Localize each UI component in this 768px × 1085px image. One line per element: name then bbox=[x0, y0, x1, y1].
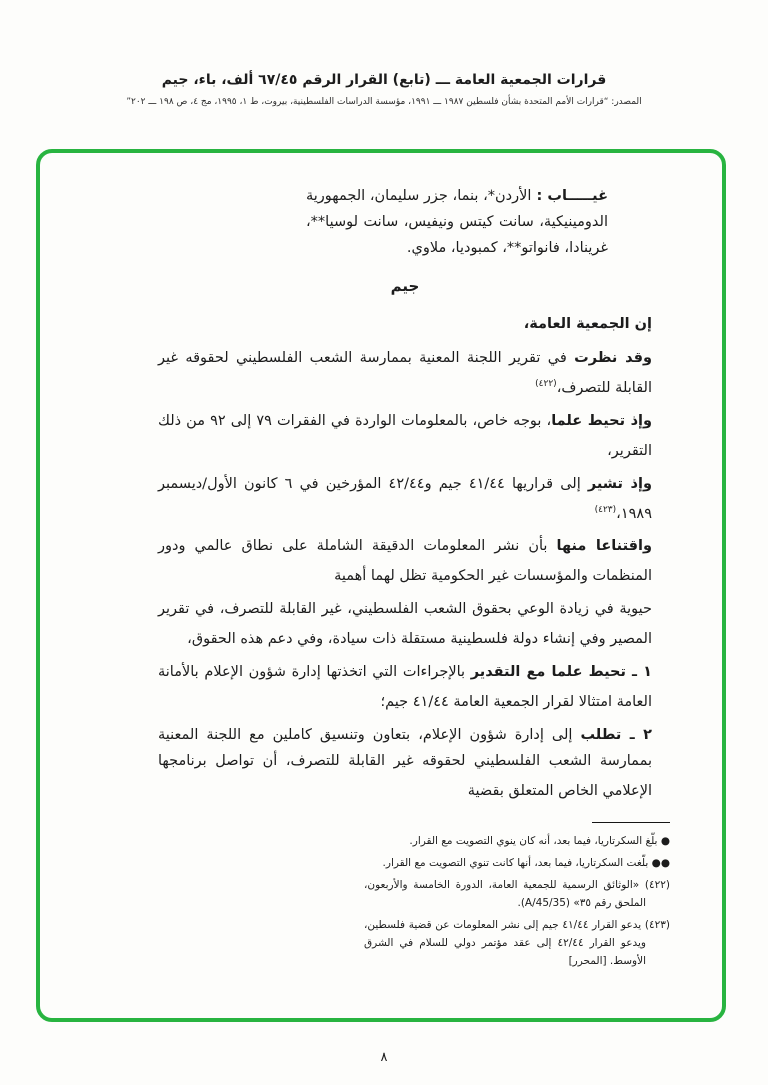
absence-label: غيـــــاب : bbox=[531, 188, 608, 204]
preamble-opening: إن الجمعية العامة، bbox=[523, 316, 652, 332]
paragraph-text: ، بوجه خاص، بالمعلومات الواردة في الفقرات ٧٩ إلى ٩٢ من ذلك التقرير، bbox=[158, 412, 652, 459]
absence-paragraph bbox=[306, 183, 608, 261]
paragraph-3 bbox=[158, 471, 652, 527]
paragraph-text: بالإجراءات التي اتخذتها إدارة شؤون الإعلام بالأمانة العامة امتثالا لقرار الجمعية العامة ٤١/٤٤ جيم؛ bbox=[158, 664, 652, 710]
resolution-body bbox=[40, 153, 722, 811]
paragraph-lead: وقد نظرت bbox=[574, 350, 652, 366]
footnote-text: بلّغت السكرتاريا، فيما بعد، أنها كانت تنوي التصويت مع القرار. bbox=[382, 857, 649, 869]
footnote-2 bbox=[364, 854, 670, 872]
document-header bbox=[0, 72, 768, 107]
footnote-marker: (٤٢٣) bbox=[644, 919, 671, 931]
section-heading: جيم bbox=[390, 277, 420, 295]
document-title: قرارات الجمعية العامة ـــ (تابع) القرار الرقم ٦٧/٤٥ ألف، باء، جيم bbox=[161, 72, 607, 88]
paragraph-text: حيوية في زيادة الوعي بحقوق الشعب الفلسطيني، غير القابلة للتصرف، في تقرير المصير وفي إنشاء دولة فلسطينية مستقلة ذات سيادة، وفي دعم هذه الحقوق، bbox=[158, 601, 652, 648]
paragraph-lead: ٢ ـ تطلب bbox=[580, 726, 652, 743]
paragraph-text: في تقرير اللجنة المعنية بممارسة الشعب الفلسطيني لحقوقه غير القابلة للتصرف، bbox=[158, 350, 652, 396]
footnote-marker: ● bbox=[660, 835, 670, 847]
paragraph-text: بأن نشر المعلومات الدقيقة الشاملة على نطاق عالمي ودور المنظمات والمؤسسات غير الحكومية تظل لهما أهمية bbox=[158, 538, 652, 585]
paragraph-2 bbox=[158, 408, 652, 464]
footnote-marker: ●● bbox=[651, 857, 670, 869]
paragraph-4 bbox=[158, 533, 652, 589]
footnote-text: يدعو القرار ٤١/٤٤ جيم إلى نشر المعلومات عن قضية فلسطين، ويدعو القرار ٤٢/٤٤ إلى عقد مؤتمر دولي للسلام في الشرق الأوسط. [المحرر] bbox=[364, 919, 646, 967]
paragraph-lead: واقتناعا منها bbox=[556, 538, 652, 555]
paragraph-lead: وإذ تحيط علما bbox=[551, 412, 652, 429]
paragraph-6 bbox=[158, 659, 652, 715]
paragraph-7 bbox=[158, 722, 652, 804]
footnote-marker: (٤٢٢) bbox=[644, 879, 670, 891]
footnote-text: بلّغ السكرتاريا، فيما بعد، أنه كان ينوي التصويت مع القرار. bbox=[409, 835, 658, 847]
footnote-text: «الوثائق الرسمية للجمعية العامة، الدورة الخامسة والأربعون، الملحق رقم ٣٥» (A/45/35). bbox=[364, 879, 646, 909]
footnote-ref: (٤٢٢) bbox=[535, 379, 557, 389]
footnote-4 bbox=[364, 916, 670, 970]
footnotes-block bbox=[364, 822, 670, 974]
paragraph-5 bbox=[158, 596, 652, 652]
paragraph-1 bbox=[158, 345, 652, 401]
footnote-ref: (٤٢٣) bbox=[594, 504, 617, 515]
source-citation: المصدر: “قرارات الأمم المتحدة بشأن فلسطين ١٩٨٧ ـــ ١٩٩١، مؤسسة الدراسات الفلسطينية، بيروت، ط ١، ١٩٩٥، مج ٤، ص ١٩٨ ـــ ٢٠٢” bbox=[126, 97, 642, 107]
paragraph-lead: وإذ تشير bbox=[587, 475, 652, 492]
absence-countries: الأردن*، بنما، جزر سليمان، الجمهورية الدومينيكية، سانت كيتس ونيفيس، سانت لوسيا**، غرينادا، فانواتو**، كمبوديا، ملاوي. bbox=[306, 188, 608, 256]
highlight-frame bbox=[36, 149, 726, 1022]
paragraph-lead: ١ ـ تحيط علما مع التقدير bbox=[470, 664, 652, 681]
paragraph-text: إلى قراريها ٤١/٤٤ جيم و٤٢/٤٤ المؤرخين في ٦ كانون الأول/ديسمبر ١٩٨٩، bbox=[158, 475, 652, 522]
footnote-1 bbox=[364, 832, 670, 850]
footnote-3 bbox=[364, 876, 670, 912]
page-number: ٨ bbox=[380, 1050, 388, 1065]
paragraph-text: إلى إدارة شؤون الإعلام، بتعاون وتنسيق كاملين مع اللجنة المعنية بممارسة الشعب الفلسطيني لحقوقه غير القابلة للتصرف، أن تواصل برنامجها الإعلامي الخاص المتعلق بقضية bbox=[158, 726, 652, 799]
footnote-separator-line bbox=[592, 822, 670, 823]
